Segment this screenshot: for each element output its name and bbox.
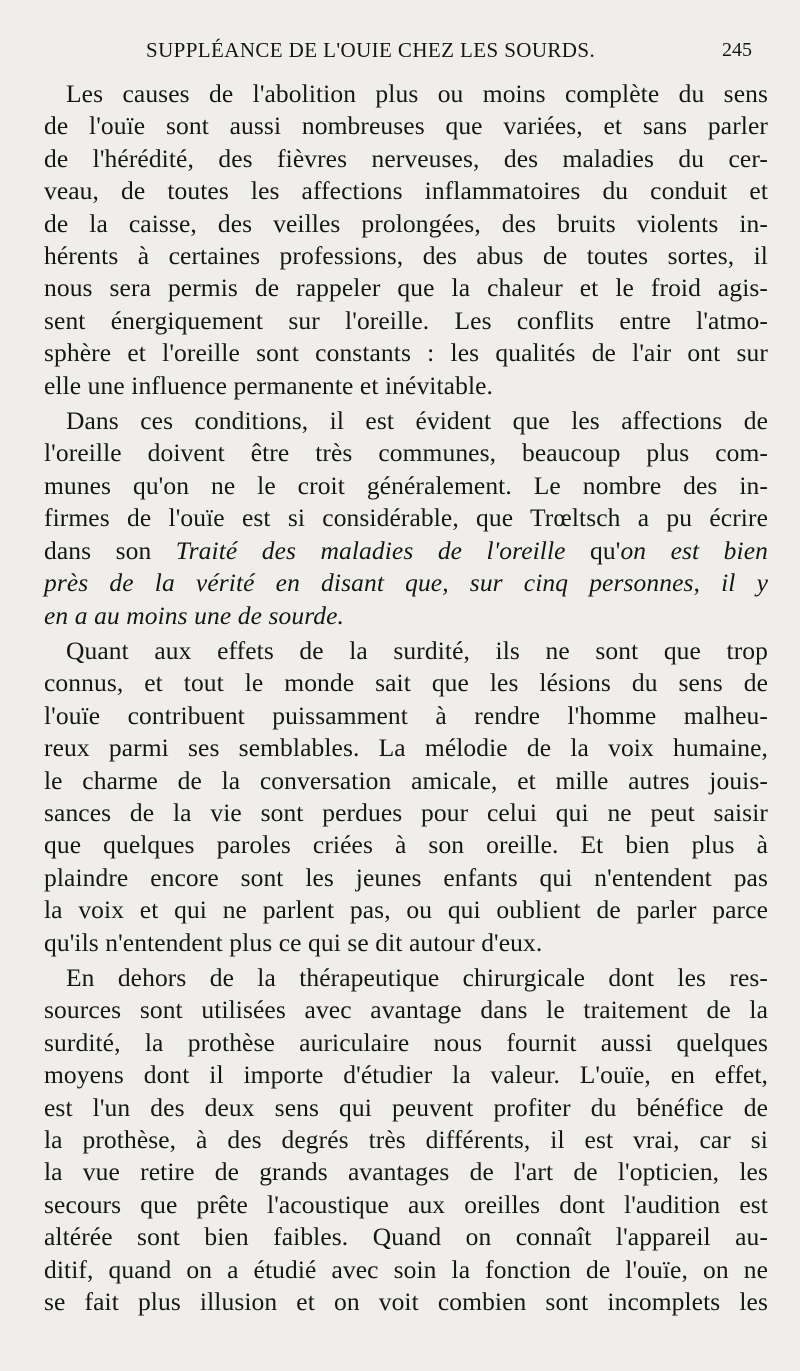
text-line: le charme de la conversation amicale, et mille autres jouis-	[44, 765, 768, 795]
book-title-italic: Traité des maladies de l'oreille	[175, 535, 566, 565]
text-line-mixed	[44, 600, 768, 632]
text-line: ditif, quand on a étudié avec soin la fonction de l'ouïe, on ne	[44, 1254, 768, 1284]
text-line: connus, et tout le monde sait que les lésions du sens de	[44, 668, 768, 698]
text-line: qu'ils n'entendent plus ce qui se dit autour d'eux.	[44, 927, 543, 957]
text-line: Quant aux effets de la surdité, ils ne sont que trop	[66, 635, 768, 665]
text-run: qu'	[565, 535, 621, 565]
quotation-italic: en a au moins une de sourde.	[44, 600, 345, 630]
text-line-mixed	[44, 567, 768, 599]
paragraph-1	[44, 78, 768, 402]
text-line: firmes de l'ouïe est si considérable, que Trœltsch a pu écrire	[44, 503, 768, 533]
text-line: moyens dont il importe d'étudier la valeur. L'ouïe, en effet,	[44, 1060, 768, 1090]
text-line: Les causes de l'abolition plus ou moins complète du sens	[66, 79, 768, 108]
page-number: 245	[722, 39, 752, 61]
paragraph-3	[44, 635, 768, 959]
text-line: sphère et l'oreille sont constants : les qualités de l'air ont sur	[44, 338, 768, 368]
text-line: reux parmi ses semblables. La mélodie de la voix humaine,	[44, 733, 768, 763]
text-line: munes qu'on ne le croit généralement. Le nombre des in-	[44, 470, 768, 500]
text-line: sances de la vie sont perdues pour celui qui ne peut saisir	[44, 797, 768, 827]
text-line: secours que prête l'acoustique aux oreilles dont l'audition est	[44, 1189, 768, 1219]
text-line: est l'un des deux sens qui peuvent profiter du bénéfice de	[44, 1092, 768, 1122]
text-line: se fait plus illusion et on voit combien sont incomplets les	[44, 1287, 768, 1317]
text-line: la prothèse, à des degrés très différents, il est vrai, car si	[44, 1125, 768, 1154]
text-line: nous sera permis de rappeler que la chaleur et le froid agis-	[44, 273, 768, 303]
text-line: hérents à certaines professions, des abus de toutes sortes, il	[44, 241, 768, 271]
text-line: surdité, la prothèse auriculaire nous fournit aussi quelques	[44, 1027, 768, 1057]
text-line: la voix et qui ne parlent pas, ou qui oublient de parler parce	[44, 895, 768, 925]
text-line: l'oreille doivent être très communes, beaucoup plus com-	[44, 438, 768, 468]
page-header	[146, 38, 752, 74]
paragraph-2	[44, 405, 768, 632]
text-line: de l'ouïe sont aussi nombreuses que variées, et sans parler	[44, 111, 768, 141]
text-line: sent énergiquement sur l'oreille. Les conflits entre l'atmo-	[44, 305, 768, 335]
text-run: dans son	[44, 535, 176, 565]
text-line: sources sont utilisées avec avantage dans le traitement de la	[44, 995, 768, 1025]
paragraph-4	[44, 962, 768, 1318]
text-line: Dans ces conditions, il est évident que les affections de	[66, 406, 768, 436]
text-line: la vue retire de grands avantages de l'art de l'opticien, les	[44, 1157, 768, 1187]
text-line: altérée sont bien faibles. Quand on connaît l'appareil au-	[44, 1222, 768, 1252]
quotation-italic: on est bien	[620, 535, 768, 565]
text-line-mixed	[44, 535, 768, 567]
quotation-italic: près de la vérité en disant que, sur cinq personnes, il y	[44, 568, 768, 598]
text-line: de la caisse, des veilles prolongées, des bruits violents in-	[44, 208, 768, 238]
text-line: que quelques paroles criées à son oreille. Et bien plus à	[44, 830, 768, 860]
text-line: plaindre encore sont les jeunes enfants qui n'entendent pas	[44, 862, 768, 892]
text-line: de l'hérédité, des fièvres nerveuses, des maladies du cer-	[44, 143, 768, 173]
text-line: En dehors de la thérapeutique chirurgicale dont les res-	[66, 962, 768, 992]
text-line: veau, de toutes les affections inflammatoires du conduit et	[44, 176, 768, 206]
body-text	[44, 78, 768, 1340]
text-line: l'ouïe contribuent puissamment à rendre l'homme malheu-	[44, 700, 768, 730]
text-line: elle une influence permanente et inévitable.	[44, 370, 494, 400]
running-title: SUPPLÉANCE DE L'OUIE CHEZ LES SOURDS.	[146, 38, 596, 62]
